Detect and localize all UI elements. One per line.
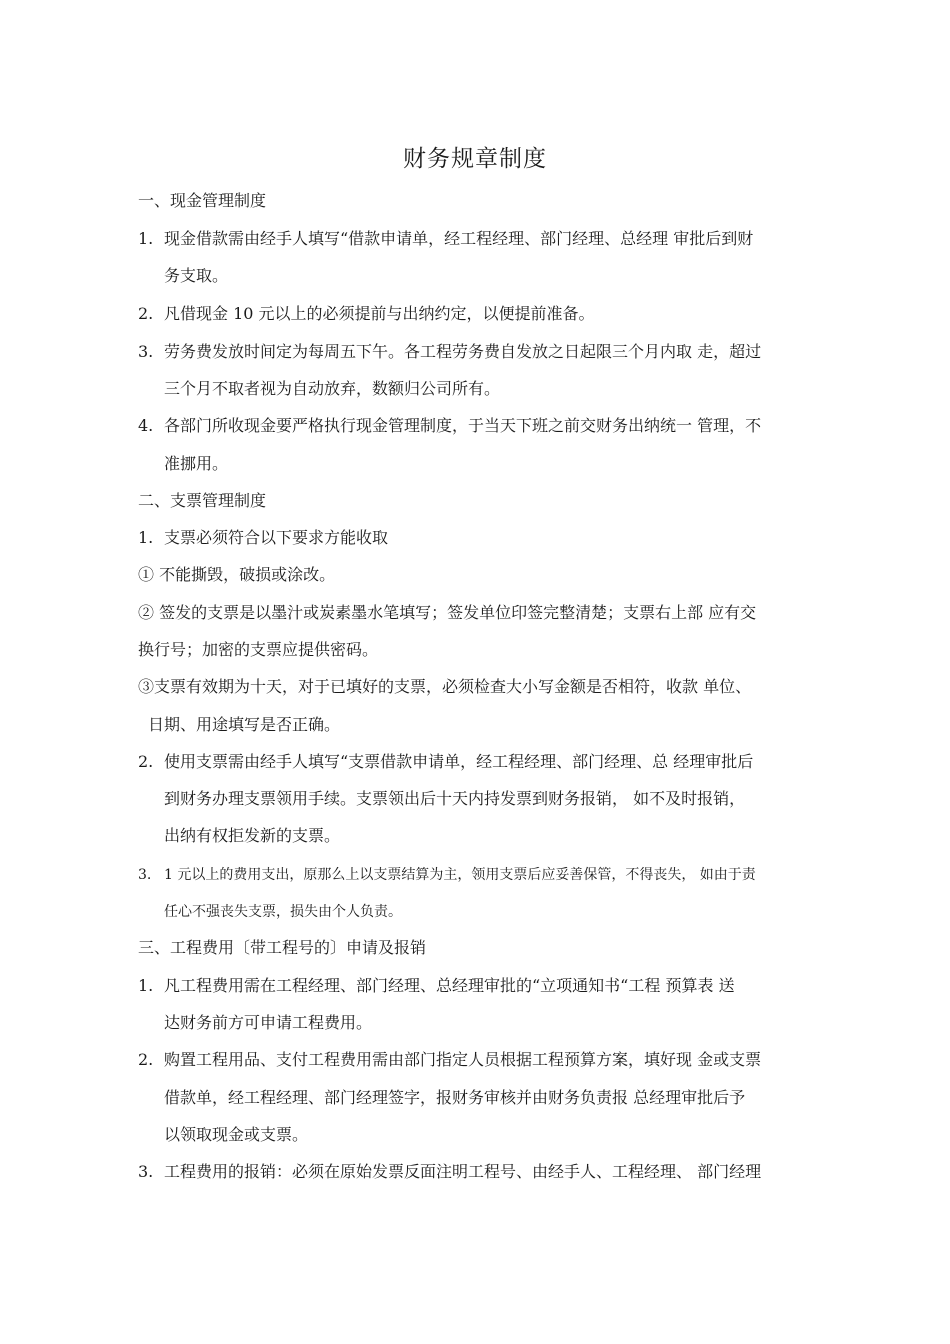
item-number: 2. (138, 752, 154, 771)
item-number: 1. (138, 976, 154, 995)
list-item (138, 864, 756, 886)
list-item (138, 527, 388, 549)
list-item (138, 1161, 761, 1183)
item-text: 工程费用的报销：必须在原始发票反面注明工程号、由经手人、工程经理、 部门经理 (164, 1162, 762, 1181)
item-text: 支票必须符合以下要求方能收取 (164, 528, 389, 547)
item-number: 3. (138, 867, 152, 883)
list-item (138, 341, 761, 363)
item-number: 3. (138, 342, 154, 361)
item-text: 1 元以上的费用支出，原那么上以支票结算为主，领用支票后应妥善保管，不得丧失， 如由于责 (164, 867, 756, 883)
item-text-continuation: 务支取。 (164, 266, 229, 285)
item-text-continuation: 三个月不取者视为自动放弃，数额归公司所有。 (164, 379, 501, 398)
item-text-continuation: 达财务前方可申请工程费用。 (164, 1013, 373, 1032)
item-number: 2. (138, 304, 154, 323)
item-text: 现金借款需由经手人填写“借款申请单，经工程经理、部门经理、总经理 审批后到财 (164, 229, 754, 248)
item-text-continuation: 任心不强丧失支票，损失由个人负责。 (164, 904, 402, 920)
item-text: 各部门所收现金要严格执行现金管理制度，于当天下班之前交财务出纳统一 管理，不 (164, 416, 762, 435)
item-text-continuation: 准挪用。 (164, 454, 229, 473)
list-item (138, 303, 595, 325)
sub-item: ① 不能撕毁，破损或涂改。 (138, 565, 336, 584)
sub-item-continuation: 日期、用途填写是否正确。 (148, 715, 341, 734)
item-text-continuation: 以领取现金或支票。 (164, 1125, 309, 1144)
item-text: 购置工程用品、支付工程费用需由部门指定人员根据工程预算方案，填好现 金或支票 (164, 1050, 762, 1069)
list-item (138, 975, 735, 997)
list-item (138, 415, 761, 437)
section-heading-cash: 一、现金管理制度 (138, 191, 267, 210)
section-heading-project-costs: 三、工程费用〔带工程号的〕申请及报销 (138, 938, 427, 957)
item-number: 4. (138, 416, 154, 435)
item-text: 使用支票需由经手人填写“支票借款申请单，经工程经理、部门经理、总 经理审批后 (164, 752, 754, 771)
item-text: 凡借现金 10 元以上的必须提前与出纳约定，以便提前准备。 (164, 304, 595, 323)
item-text: 凡工程费用需在工程经理、部门经理、总经理审批的“立项通知书“工程 预算表 送 (164, 976, 735, 995)
item-text-continuation: 到财务办理支票领用手续。支票领出后十天内持发票到财务报销， 如不及时报销， (164, 789, 746, 808)
sub-item: ③支票有效期为十天，对于已填好的支票，必须检查大小写金额是否相符，收款 单位、 (138, 677, 752, 696)
item-number: 1. (138, 528, 154, 547)
document-title: 财务规章制度 (403, 146, 547, 172)
item-text: 劳务费发放时间定为每周五下午。各工程劳务费自发放之日起限三个月内取 走，超过 (164, 342, 762, 361)
item-number: 1. (138, 229, 154, 248)
sub-item-continuation: 换行号；加密的支票应提供密码。 (138, 640, 379, 659)
section-heading-cheque: 二、支票管理制度 (138, 491, 267, 510)
list-item (138, 228, 753, 250)
item-text-continuation: 出纳有权拒发新的支票。 (164, 826, 341, 845)
item-text-continuation: 借款单，经工程经理、部门经理签字，报财务审核并由财务负责报 总经理审批后予 (164, 1088, 746, 1107)
item-number: 3. (138, 1162, 154, 1181)
list-item (138, 751, 753, 773)
item-number: 2. (138, 1050, 154, 1069)
sub-item: ② 签发的支票是以墨汁或炭素墨水笔填写；签发单位印签完整清楚；支票右上部 应有交 (138, 603, 757, 622)
list-item (138, 1049, 761, 1071)
